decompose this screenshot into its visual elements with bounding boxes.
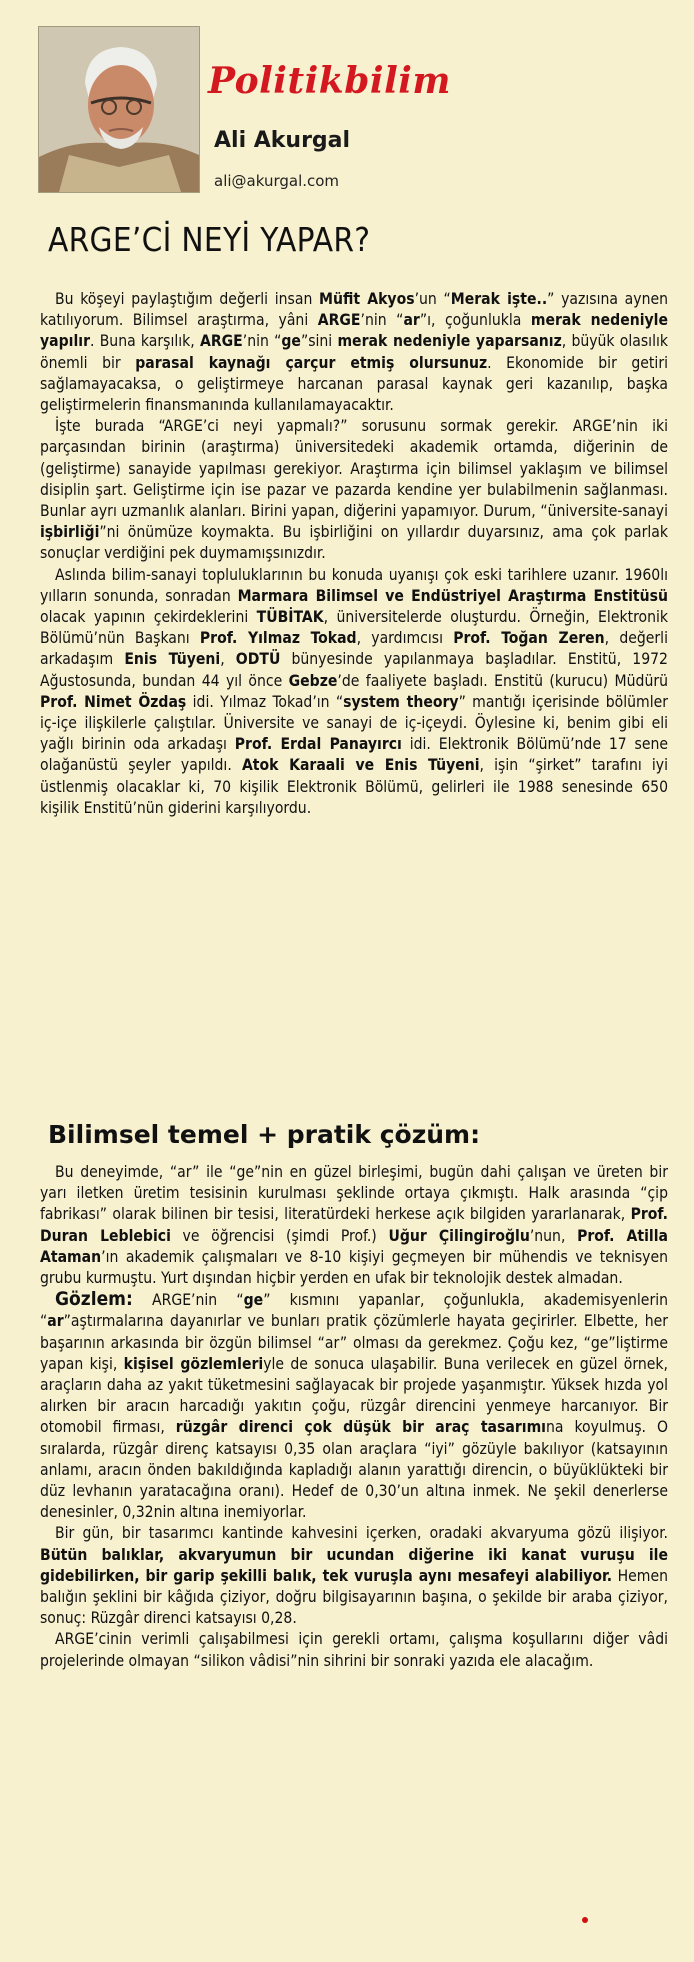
text-run: Bir gün, bir tasarımcı kantinde kahvesini içerken, oradaki akvaryuma gözü ilişiyor. [55, 1524, 668, 1543]
bold-run: system theory [343, 692, 459, 711]
text-run: bünyesinde yapılanmaya başladılar. Enstitü, 1972 Ağustosunda, bundan 44 yıl önce [40, 650, 668, 690]
author-portrait-icon [39, 27, 199, 192]
text-run: Hemen balığın şeklini bir kâğıda çiziyor, doğru bilgisayarının başına, o şekilde bir araba çiziyor, sonuç: Rüzgâr direnci katsayısı 0,28. [40, 1566, 668, 1628]
text-run: . Buna karşılık, [90, 332, 200, 351]
bold-run: Müfit Akyos [319, 290, 415, 308]
bold-run: rüzgâr direnci çok düşük bir araç tasarımı [175, 1418, 546, 1437]
text-run: ” yazısına aynen katılıyorum. Bilimsel araştırma, yâni [40, 290, 668, 330]
bold-run: Prof. Yılmaz Tokad [199, 629, 357, 648]
bold-run: Gebze [288, 671, 338, 690]
text-run: ’nin “ [242, 332, 282, 351]
text-run: Bu deneyimde, “ar” ile “ge”nin en güzel birleşimi, bugün dahi çalışan ve üreten bir yarı iletken üretim tesisinin kurulması şeklinde ortaya çıkmıştı. Halk arasında “çip fabrikası” olarak bilinen bir tesisi, literatürdeki herkese açık bilgiden yararlanarak, [40, 1163, 668, 1224]
bold-run: Bütün balıklar, akvaryumun bir ucundan diğerine iki kanat vuruşu ile gidebilirken, bir garip şekilli balık, tek vuruşla aynı mesafeyi alabiliyor. [40, 1545, 668, 1585]
bold-run: merak nedeniyle yapılır [40, 311, 668, 351]
text-run: ’ın akademik çalışmaları ve 8-10 kişiyi geçmeyen bir mühendis ve teknisyen grubu kurmuştu. Yurt dışından hiçbir yerden en ufak bir teknolojik destek almadan. [40, 1247, 668, 1288]
text-run: olacak yapının çekirdeklerini [40, 608, 257, 627]
bold-run: Prof. Toğan Zeren [453, 629, 605, 648]
text-run: ’un “ [414, 290, 451, 308]
text-run: Aslında bilim-sanayi topluluklarının bu konuda uyanışı çok eski tarihlere uzanır. 1960lı yılların sonunda, sonradan [40, 565, 668, 605]
author-name: Ali Akurgal [214, 128, 351, 153]
bold-run: ARGE [317, 311, 361, 330]
text-run: , yardımcısı [356, 629, 454, 648]
bold-run: ge [281, 332, 301, 351]
paragraph [40, 289, 668, 416]
paragraph [40, 416, 668, 564]
paragraph [40, 1289, 668, 1523]
text-run: , değerli arkadaşım [40, 629, 668, 669]
text-run: na koyulmuş. O sıralarda, rüzgâr direnç katsayısı 0,35 olan araçlara “iyi” gözüyle bakılıyor (katsayının anlamı, aracın önden bakıldığında kapladığı alanın yarattığı direncin, o büyüklükteki bir düz levhanın yaratacağına oranı). Hedef de 0,30’un altına inmek. Ne şekil denerlerse denesinler, 0,32nin altına inemiyorlar. [40, 1418, 668, 1522]
paragraph [40, 565, 668, 819]
bold-run: merak nedeniyle yaparsanız [337, 332, 562, 351]
text-run: ” mantığı içerisinde bölümler iç-içe ilişkilerle çalıştılar. Üniversite ve sanayi de iç-içeydi. Öylesine ki, benim gibi eli yağlı birinin oda arkadaşı [40, 692, 669, 754]
column-name: Politikbilim [208, 60, 452, 102]
bold-run: ar [403, 311, 420, 330]
text-run: idi. Elektronik Bölümü’nde 17 sene olağanüstü şeyler yapıldı. [40, 735, 668, 775]
end-mark [582, 1917, 588, 1923]
text-run: . Ekonomide bir getiri sağlamayacaksa, o geliştirmeye harcanan parasal kaynak geri kazanılıp, başka geliştirmelerin finansmanında kullanılamayacaktır. [40, 353, 668, 415]
text-run: yle de sonuca ulaşabilir. Buna verilecek en güzel örnek, araçların daha az yakıt tüketmesini sağlayacak bir projede yaşanmıştır. Yüksek hızda yol alırken bir aracın harcadığı yakıtın çoğu, rüzgâr direncini yenmeye harcanıyor. Bir otomobil firması, [40, 1354, 668, 1437]
text-run: ”sini [300, 332, 338, 351]
article-body [40, 289, 668, 819]
bold-run: Marmara Bilimsel ve Endüstriyel Araştırma Enstitüsü [237, 586, 668, 605]
text-run: ve öğrencisi (şimdi Prof.) [170, 1226, 389, 1245]
text-run: ’de faaliyete başladı. Enstitü (kurucu) Müdürü [337, 671, 668, 690]
author-photo [38, 26, 200, 193]
text-run: İşte burada “ARGE’ci neyi yapmalı?” sorusunu sormak gerekir. ARGE’nin iki parçasından birinin (araştırma) üniversitedeki akademik ortamda, diğerinin de (geliştirme) sanayide yapılması gerekiyor. Araştırma için bilimsel yaklaşım ve bilimsel disiplin şart. Geliştirme için ise pazar ve pazarda kendine yer bulabilmenin sağlanması. Bunlar ayrı uzmanlık alanları. Birini yapan, diğerini yapamıyor. Durum, “üniversite-sanayi [40, 417, 668, 521]
text-run: ”ı, çoğunlukla [419, 311, 531, 330]
text-run: ”aştırmalarına dayanırlar ve bunları pratik çözümlerle hayata geçirirler. Elbette, her başarının arkasında bir özgün bilimsel “ar” olması da gerekmez. Çoğu kez, “ge”liştirme yapan kişi, [40, 1312, 668, 1373]
text-run: ” kısmını yapanlar, çoğunlukla, akademisyenlerin “ [40, 1291, 668, 1331]
text-run: ”ni önümüze koymakta. Bu işbirliğini on yıllardır duyarsınız, ama çok parlak sonuçlar verdiğini pek duymamışsınızdır. [40, 523, 668, 563]
bold-run: işbirliği [40, 523, 100, 542]
article-body-section-2 [40, 1162, 668, 1672]
bold-run: Prof. Erdal Panayırcı [234, 735, 402, 754]
bold-run: TÜBİTAK [256, 608, 324, 627]
section-subhead: Bilimsel temel + pratik çözüm: [48, 1120, 481, 1149]
bold-run: Merak işte.. [450, 290, 548, 308]
bold-run: ar [47, 1312, 64, 1331]
text-run: ’nin “ [360, 311, 404, 330]
text-run: , işin “şirket” tarafını iyi üstlenmiş olacaklar ki, 70 kişilik Elektronik Bölümü, gelirleri ile 1988 senesinde 650 kişilik Enstitü’nün giderini karşılıyordu. [40, 756, 668, 817]
text-run: ARGE’nin “ [132, 1291, 244, 1310]
article-headline: ARGE’Cİ NEYİ YAPAR? [48, 220, 371, 259]
bold-run: parasal kaynağı çarçur etmiş olursunuz [135, 353, 488, 372]
bold-run: Prof. Duran Leblebici [40, 1205, 668, 1245]
paragraph [40, 1162, 668, 1289]
text-run: ARGE’cinin verimli çalışabilmesi için gerekli ortamı, çalışma koşullarını diğer vâdi projelerinde olmayan “silikon vâdisi”nin sihrini bir sonraki yazıda ele alacağım. [40, 1630, 668, 1670]
bold-run: Prof. Nimet Özdaş [40, 692, 187, 711]
text-run: , üniversitelerde oluşturdu. Örneğin, Elektronik Bölümü’nün Başkanı [40, 608, 668, 648]
bold-run: Atok Karaali ve Enis Tüyeni [241, 756, 480, 775]
text-run: Bu köşeyi paylaştığım değerli insan [55, 290, 320, 308]
bold-run: ge [243, 1291, 264, 1310]
text-run: idi. Yılmaz Tokad’ın “ [186, 692, 344, 711]
paragraph [40, 1629, 668, 1671]
bold-run: Uğur Çilingiroğlu [388, 1226, 530, 1245]
bold-run: ODTÜ [235, 650, 281, 669]
bold-run: kişisel gözlemleri [123, 1354, 264, 1373]
text-run: , büyük olasılık önemli bir [40, 332, 668, 372]
bold-run: Enis Tüyeni [124, 650, 221, 669]
bold-run: ARGE [199, 332, 243, 351]
text-run: ’nun, [529, 1226, 578, 1245]
text-run: , [220, 650, 236, 669]
bold-run: Prof. Atilla Ataman [40, 1226, 669, 1266]
paragraph [40, 1523, 668, 1629]
author-email: ali@akurgal.com [214, 172, 340, 190]
lead-in: Gözlem: [55, 1288, 133, 1311]
